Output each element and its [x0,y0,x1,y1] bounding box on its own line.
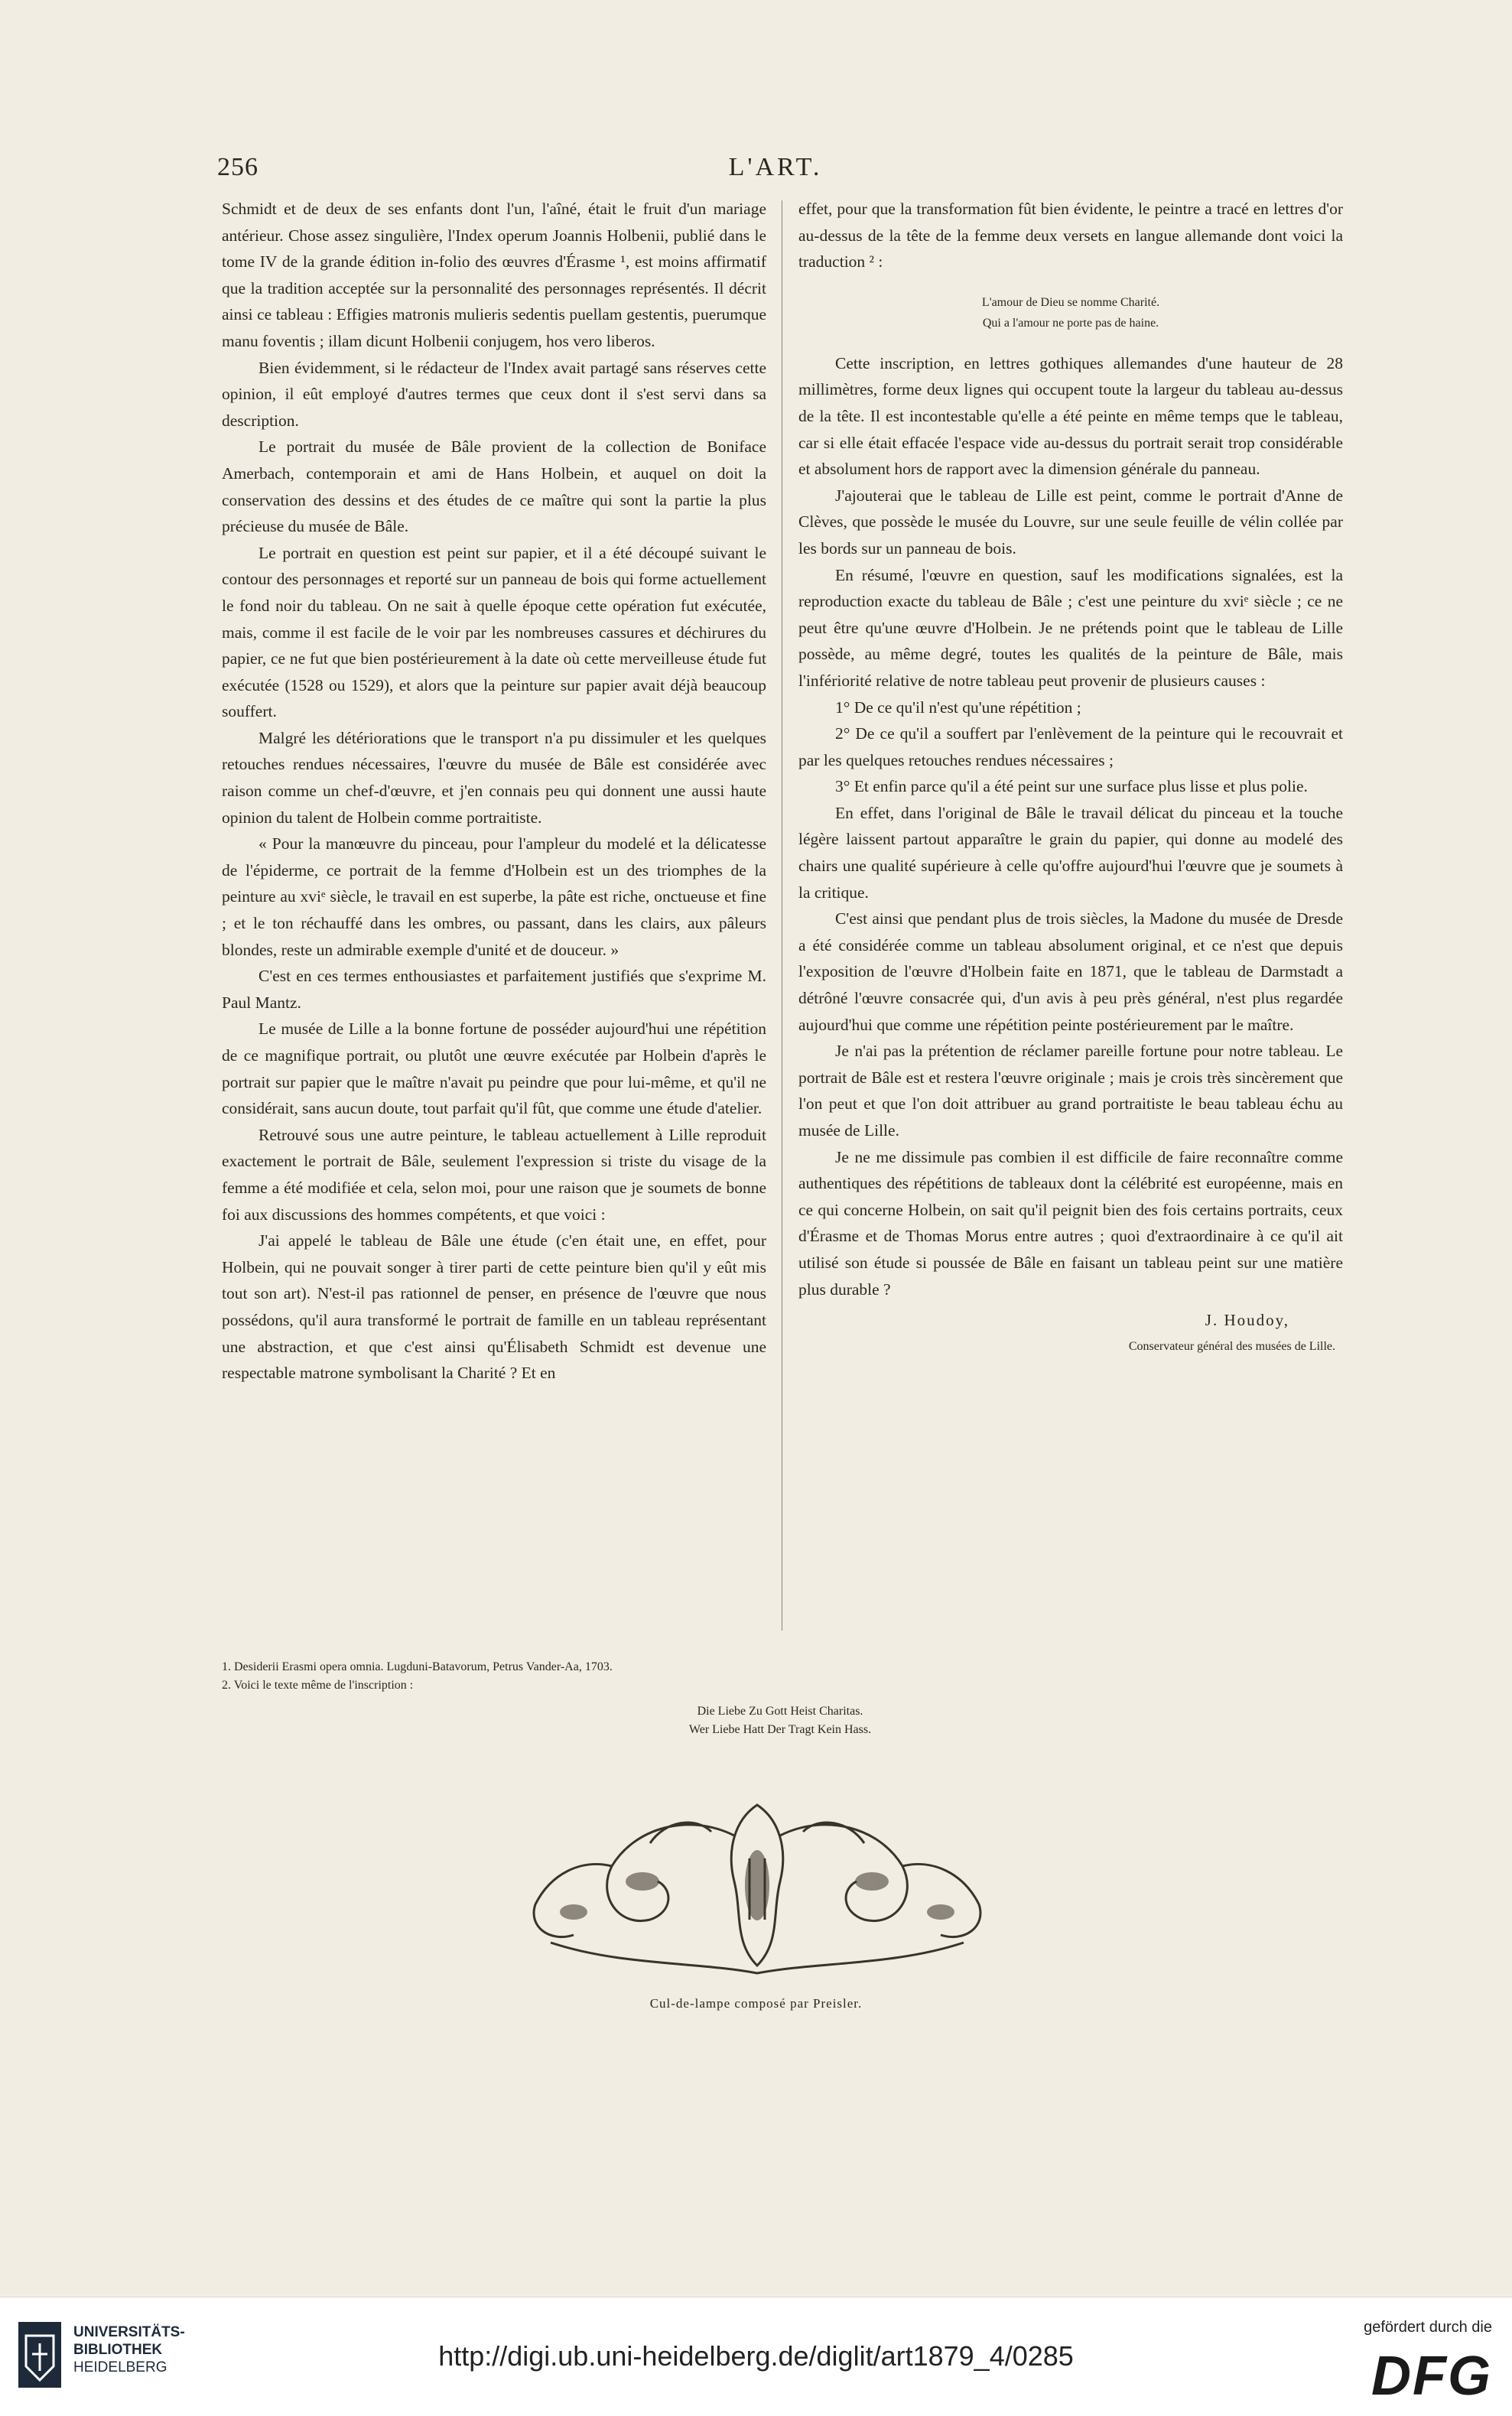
footnote-2: 2. Voici le texte même de l'inscription : [222,1679,414,1692]
inscription-line: Die Liebe Zu Gott Heist Charitas. [697,1705,863,1718]
paragraph: « Pour la manœuvre du pinceau, pour l'ampleur du modelé et la délicatesse de l'épiderme, ce portrait de la femme d'Holbein est un des triomphes de la peinture au xviᵉ siècle, le travail en est superbe, la pâte est riche, onctueuse et fine ; et le ton réchauffé dans les ombres, ou passant, dans les clairs, aux pâleurs blondes, reste un admirable exemple d'unité et de douceur. » [222,834,766,959]
paragraph: Le portrait du musée de Bâle provient de la collection de Boniface Amerbach, contemporain et ami de Hans Holbein, et auquel on doit la conservation des dessins et des études de ce maître qui sont la partie la plus précieuse du musée de Bâle. [222,437,766,536]
page-header [217,153,1334,190]
paragraph: En effet, dans l'original de Bâle le travail délicat du pinceau et la touche légère laissent partout apparaître le grain du papier, qui donne au modelé des chairs une qualité supérieure à celle qu'offre aujourd'hui l'œuvre que je soumets à la critique. [798,803,1343,902]
list-item: 2° De ce qu'il a souffert par l'enlèvement de la peinture qui le recouvrait et par les quelques retouches rendues nécessaires ; [798,724,1343,769]
paragraph: Le musée de Lille a la bonne fortune de posséder aujourd'hui une répétition de ce magnifique portrait, ou plutôt une œuvre exécutée par Holbein d'après le portrait sur papier que le maître n'avait pu peindre que pour lui-même, et qu'il ne considérait, sans aucun doute, tout parfait qu'il fût, que comme une étude d'atelier. [222,1019,766,1118]
institution-line: BIBLIOTHEK [73,2342,163,2358]
quote-line: L'amour de Dieu se nomme Charité. [981,295,1160,309]
paragraph: Bien évidemment, si le rédacteur de l'Index avait partagé sans réserves cette opinion, il eût employé d'autres termes que ceux dont il s'est servi dans sa description. [222,358,766,430]
author-signature: J. Houdoy, [1205,1311,1289,1330]
quote-line: Qui a l'amour ne porte pas de haine. [982,316,1159,330]
author-title: Conservateur général des musées de Lille. [1128,1339,1335,1353]
funding-label: gefördert durch die [1364,2319,1492,2336]
page-number: 256 [217,153,259,181]
institution-line: UNIVERSITÄTS- [73,2324,185,2340]
paragraph: J'ai appelé le tableau de Bâle une étude (c'en était une, en effet, pour Holbein, qui ne pouvait songer à tirer parti de cette peinture bien qu'il y eût mis tout son art). N'est-il pas rationnel de penser, en présence de l'œuvre que nous possédons, qu'il aura transformé le portrait de famille en un tableau représentant une abstraction, et que c'est ainsi qu'Élisabeth Schmidt est devenue une respectable matrone symbolisant la Charité ? Et en [222,1231,766,1383]
left-column [222,196,766,1387]
paragraph: J'ajouterai que le tableau de Lille est peint, comme le portrait d'Anne de Clèves, que possède le musée du Louvre, sur une seule feuille de vélin collée par les bords sur un panneau de bois. [798,486,1343,558]
translation-quote [798,292,1343,333]
paragraph: En résumé, l'œuvre en question, sauf les modifications signalées, est la reproduction exacte du tableau de Bâle ; c'est une peinture du xviᵉ siècle ; ce ne peut être qu'une œuvre d'Holbein. Je ne prétends point que le tableau de Lille possède, au même degré, toutes les qualités de la peinture de Bâle, mais l'infériorité relative de notre tableau peut provenir de plusieurs causes : [798,565,1343,690]
list-item: 1° De ce qu'il n'est qu'une répétition ; [835,697,1081,717]
paragraph: Cette inscription, en lettres gothiques allemandes d'une hauteur de 28 millimètres, forme deux lignes qui occupent toute la largeur du tableau au-dessus de la tête. Il est incontestable qu'elle a été peinte en même temps que le tableau, car si elle était effacée l'espace vide au-dessus du portrait serait trop considérable et absolument hors de rapport avec la dimension générale du panneau. [798,353,1343,479]
library-footer [0,2297,1512,2416]
footnote-1: 1. Desiderii Erasmi opera omnia. Lugduni-Batavorum, Petrus Vander-Aa, 1703. [222,1660,613,1673]
paragraph: Schmidt et de deux de ses enfants dont l'un, l'aîné, était le fruit d'un mariage antérieur. Chose assez singulière, l'Index operum Joannis Holbenii, publié dans le tome IV de la grande édition in-folio des œuvres d'Érasme ¹, est moins affirmatif que la tradition acceptée sur la personnalité des personnages représentés. Il décrit ainsi ce tableau : Effigies matronis mulieris sedentis puellam gestentis, puerumque manu foventis ; illam dicunt Holbenii conjugem, hos vero liberos. [222,200,766,350]
inscription-quote [222,1702,1338,1739]
ornament-caption: Cul-de-lampe composé par Preisler. [649,1996,863,2011]
paragraph: Malgré les détériorations que le transport n'a pu dissimuler et les quelques retouches rendues nécessaires, l'œuvre du musée de Bâle est considérée avec raison comme un chef-d'œuvre, et j'en connais peu qui donnent une aussi haute opinion du talent de Holbein comme portraitiste. [222,728,766,827]
list-item: 3° Et enfin parce qu'il a été peint sur une surface plus lisse et plus polie. [835,777,1308,796]
paragraph: Retrouvé sous une autre peinture, le tableau actuellement à Lille reproduit exactement le portrait de Bâle, seulement l'expression si triste du visage de la femme a été modifiée et cela, selon moi, pour une raison que je soumets de bonne foi aux discussions des hommes compétents, et que voici : [222,1125,766,1224]
paragraph: Le portrait en question est peint sur papier, et il a été découpé suivant le contour des personnages et reporté sur un panneau de bois qui forme actuellement le fond noir du tableau. On ne sait à quelle époque cette opération fut exécutée, mais, comme il est facile de le voir par les nombreuses cassures et déchirures du papier, ce ne fut que bien postérieurement à la date où cette merveilleuse étude fut exécutée (1528 ou 1529), et alors que la peinture sur papier avait déjà beaucoup souffert. [222,543,766,721]
running-title: L'ART. [728,153,823,181]
cul-de-lampe-ornament [505,1790,1010,1981]
dfg-logo: DFG [1371,2346,1492,2407]
paragraph: Je n'ai pas la prétention de réclamer pareille fortune pour notre tableau. Le portrait de Bâle est et restera l'œuvre originale ; mais je crois très sincèrement que l'on peut et que l'on doit attribuer au grand portraitiste le beau tableau échu au musée de Lille. [798,1042,1343,1140]
right-column [798,196,1343,1360]
inscription-line: Wer Liebe Hatt Der Tragt Kein Hass. [688,1723,872,1736]
paragraph: effet, pour que la transformation fût bien évidente, le peintre a tracé en lettres d'or au-dessus de la tête de la femme deux versets en langue allemande dont voici la traduction ² : [798,200,1343,272]
paragraph: C'est ainsi que pendant plus de trois siècles, la Madone du musée de Dresde a été considérée comme un tableau absolument original, et ce n'est que depuis l'exposition de l'œuvre d'Holbein faite en 1871, que le tableau de Darmstadt a détrôné l'œuvre consacrée qui, d'un avis à peu près général, n'est plus regardée aujourd'hui que comme une répétition peinte postérieurement par le maître. [798,909,1343,1034]
institution-line: HEIDELBERG [73,2359,167,2375]
footnotes [222,1658,1338,1739]
paragraph: C'est en ces termes enthousiastes et parfaitement justifiés que s'exprime M. Paul Mantz. [222,967,766,1012]
paragraph: Je ne me dissimule pas combien il est difficile de faire reconnaître comme authentiques des répétitions de tableaux dont la célébrité est européenne, mais en ce qui concerne Holbein, on sait qu'il peignit bien des fois certains portraits, ceux d'Érasme et de Thomas Morus entre autres ; quoi d'extraordinaire à ce qu'il ait utilisé son étude si poussée de Bâle en faisant un tableau peint sur une matière plus durable ? [798,1147,1343,1299]
permalink-url[interactable]: http://digi.ub.uni-heidelberg.de/diglit/art1879_4/0285 [438,2340,1074,2372]
